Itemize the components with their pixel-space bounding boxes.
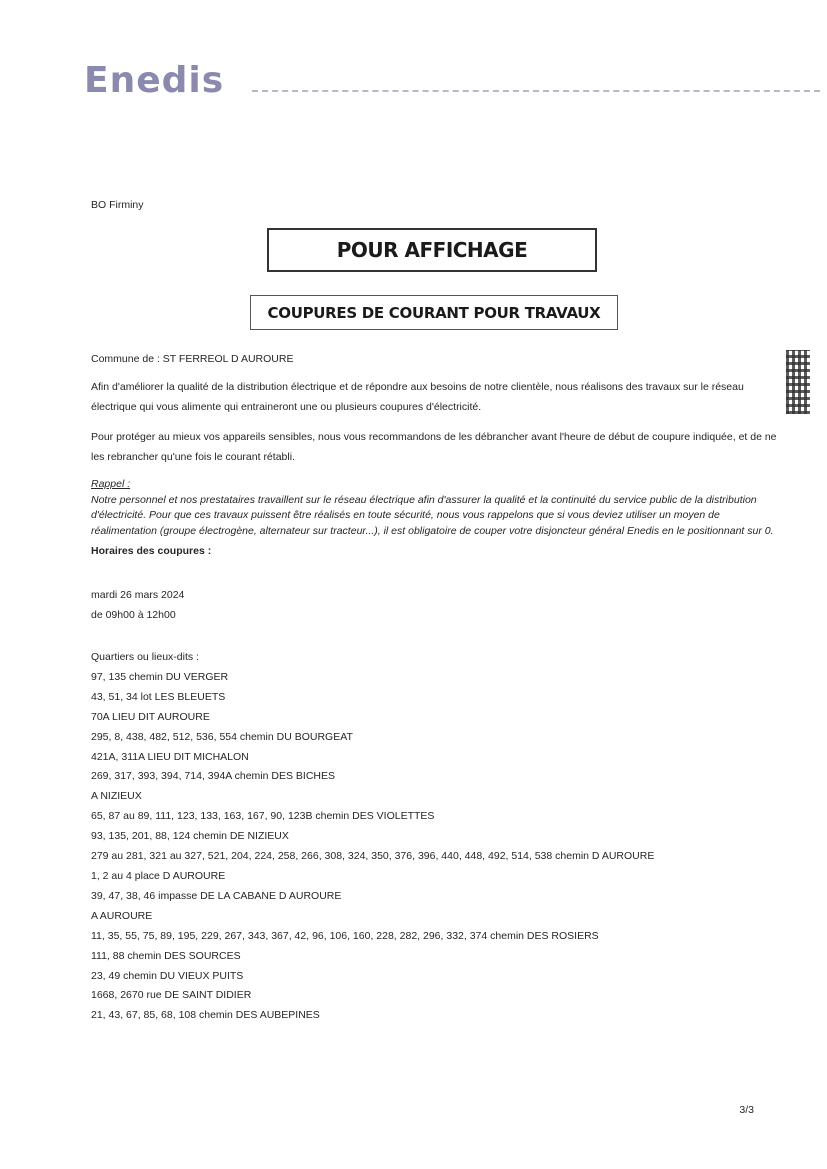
list-item: A AUROURE — [91, 909, 153, 922]
list-item: 111, 88 chemin DES SOURCES — [91, 949, 241, 962]
list-item: 11, 35, 55, 75, 89, 195, 229, 267, 343, 367, 42, 96, 106, 160, 228, 282, 296, 332, 374 chemin DES ROSIERS — [91, 929, 599, 942]
enedis-logo: Enedis — [84, 60, 225, 101]
list-item: 39, 47, 38, 46 impasse DE LA CABANE D AUROURE — [91, 889, 342, 902]
list-item: 23, 49 chemin DU VIEUX PUITS — [91, 969, 244, 982]
list-item: 43, 51, 34 lot LES BLEUETS — [91, 690, 226, 703]
commune-line: Commune de : ST FERREOL D AUROURE — [91, 353, 294, 365]
horaires-title: Horaires des coupures : — [91, 545, 212, 557]
header-divider — [252, 90, 820, 92]
advice-paragraph: Pour protéger au mieux vos appareils sensibles, nous vous recommandons de les débrancher avant l'heure de début de coupure indiquée, et de ne les rebrancher qu'une fois le courant rétabli. — [91, 431, 777, 463]
notice-body — [91, 353, 781, 1026]
list-item: 1, 2 au 4 place D AUROURE — [91, 869, 226, 882]
rappel-block — [91, 477, 781, 539]
schedule-date: mardi 26 mars 2024 — [91, 589, 185, 601]
intro-paragraph: Afin d'améliorer la qualité de la distribution électrique et de répondre aux besoins de notre clientèle, nous réalisons des travaux sur le réseau électrique qui vous alimente qui entraineront une ou plusieurs coupures d'électricité. — [91, 381, 744, 413]
page-number: 3/3 — [739, 1104, 754, 1116]
list-item: 21, 43, 67, 85, 68, 108 chemin DES AUBEPINES — [91, 1009, 320, 1022]
sender-office: BO Firminy — [91, 199, 144, 211]
quartiers-list — [91, 668, 781, 1026]
quartiers-title: Quartiers ou lieux-dits : — [91, 651, 199, 663]
rappel-title: Rappel : — [91, 478, 131, 490]
list-item: 279 au 281, 321 au 327, 521, 204, 224, 258, 266, 308, 324, 350, 376, 396, 440, 448, 492, 514, 538 chemin D AUROURE — [91, 850, 655, 863]
page-title: POUR AFFICHAGE — [267, 228, 597, 272]
list-item: 269, 317, 393, 394, 714, 394A chemin DES BICHES — [91, 770, 335, 783]
quartiers-block — [91, 648, 781, 1026]
list-item: 295, 8, 438, 482, 512, 536, 554 chemin DU BOURGEAT — [91, 730, 353, 743]
list-item: A NIZIEUX — [91, 790, 142, 803]
page-subtitle: COUPURES DE COURANT POUR TRAVAUX — [250, 295, 618, 330]
schedule-block — [91, 585, 781, 625]
list-item: 70A LIEU DIT AUROURE — [91, 710, 210, 723]
list-item: 421A, 311A LIEU DIT MICHALON — [91, 750, 249, 763]
schedule-time: de 09h00 à 12h00 — [91, 609, 176, 621]
rappel-text: Notre personnel et nos prestataires travaillent sur le réseau électrique afin d'assurer la qualité et la continuité du service public de la distribution d'électricité. Pour que ces travaux puissent être réalisés en toute sécurité, nous vous rappelons que si vous deviez utiliser un moyen de réalimentation (groupe électrogène, alternateur sur tracteur...), il est obligatoire de couper votre disjoncteur général Enedis en le positionnant sur 0. — [91, 493, 774, 537]
list-item: 93, 135, 201, 88, 124 chemin DE NIZIEUX — [91, 830, 289, 843]
list-item: 97, 135 chemin DU VERGER — [91, 670, 229, 683]
list-item: 1668, 2670 rue DE SAINT DIDIER — [91, 989, 252, 1002]
qr-code-icon — [786, 350, 810, 414]
list-item: 65, 87 au 89, 111, 123, 133, 163, 167, 90, 123B chemin DES VIOLETTES — [91, 810, 435, 823]
